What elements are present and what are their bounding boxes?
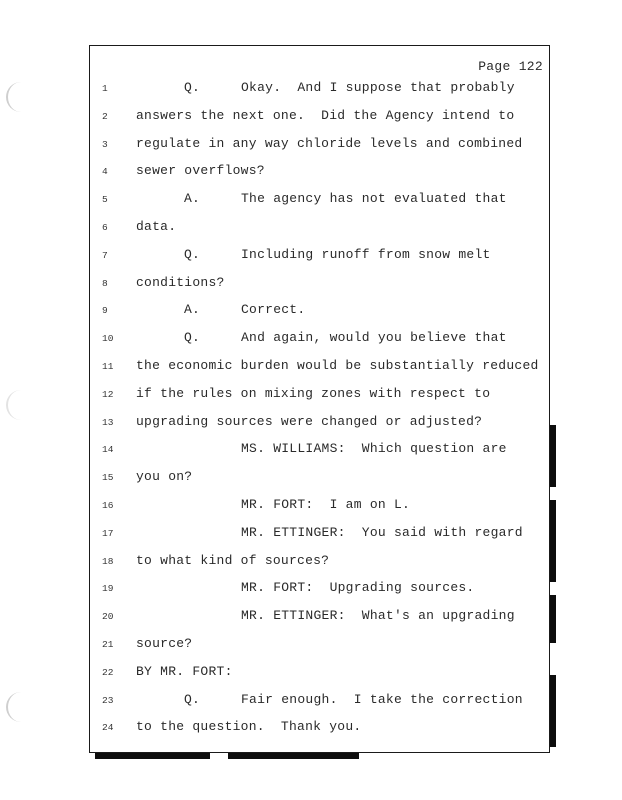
line-text: MS. WILLIAMS: Which question are [241, 441, 507, 457]
line-text: you on? [136, 469, 193, 485]
transcript-line [0, 108, 622, 128]
line-text: sewer overflows? [136, 163, 265, 179]
line-text: to the question. Thank you. [136, 719, 362, 735]
transcript-line [0, 302, 622, 322]
line-text: MR. ETTINGER: You said with regard [241, 524, 523, 540]
transcript-line [0, 136, 622, 156]
scan-bar-right-3 [550, 595, 556, 643]
transcript-line [0, 80, 622, 100]
transcript-line [0, 441, 622, 461]
line-number: 10 [102, 333, 114, 345]
line-number: 2 [102, 110, 108, 122]
transcript-line [0, 664, 622, 684]
transcript-line [0, 275, 622, 295]
line-number: 13 [102, 416, 114, 428]
transcript-line [0, 247, 622, 267]
transcript-line [0, 469, 622, 489]
line-number: 17 [102, 527, 114, 539]
line-number: 15 [102, 472, 114, 484]
line-text: regulate in any way chloride levels and combined [136, 135, 523, 151]
line-number: 16 [102, 500, 114, 511]
transcript-line [0, 191, 622, 211]
line-text: Including runoff from snow melt [241, 246, 491, 262]
line-number: 9 [102, 305, 108, 317]
speaker-marker: Q. [184, 80, 201, 95]
speaker-marker: A. [184, 302, 201, 318]
line-number: 21 [102, 639, 114, 650]
line-text: The agency has not evaluated that [241, 191, 507, 207]
line-text: to what kind of sources? [136, 552, 330, 568]
transcript-line [0, 386, 622, 406]
transcript-line [0, 414, 622, 434]
transcript-line [0, 358, 622, 378]
line-text: And again, would you believe that [241, 330, 507, 346]
line-number: 23 [102, 694, 114, 706]
line-number: 11 [102, 361, 114, 372]
line-text: answers the next one. Did the Agency intend to [136, 107, 515, 123]
transcript-line [0, 330, 622, 350]
line-text: upgrading sources were changed or adjusted? [136, 413, 483, 429]
line-text: conditions? [136, 274, 225, 290]
line-number: 19 [102, 583, 114, 595]
line-text: Fair enough. I take the correction [241, 691, 523, 707]
line-text: data. [136, 219, 177, 234]
line-number: 24 [102, 722, 114, 734]
speaker-marker: A. [184, 191, 201, 207]
line-number: 8 [102, 277, 108, 289]
line-number: 4 [102, 166, 108, 178]
scan-bar-bottom-1 [95, 753, 210, 759]
line-text: the economic burden would be substantially reduced [136, 358, 539, 373]
line-text: MR. FORT: Upgrading sources. [241, 580, 475, 596]
line-number: 3 [102, 138, 108, 150]
transcript-line [0, 636, 622, 656]
line-number: 12 [102, 388, 114, 400]
speaker-marker: Q. [184, 691, 201, 707]
line-number: 22 [102, 666, 114, 678]
line-number: 5 [102, 194, 108, 206]
transcript-line [0, 580, 622, 600]
line-text: BY MR. FORT: [136, 663, 233, 679]
scan-bar-right-2 [550, 500, 556, 582]
line-number: 18 [102, 555, 114, 567]
scan-bar-right-4 [550, 675, 556, 747]
transcript-line [0, 497, 622, 517]
line-number: 6 [102, 222, 108, 233]
line-number: 14 [102, 444, 114, 456]
line-number: 1 [102, 83, 108, 94]
line-number: 20 [102, 611, 114, 623]
page-number: Page 122 [478, 59, 543, 74]
scan-bar-bottom-2 [228, 753, 359, 759]
line-text: source? [136, 636, 193, 651]
line-number: 7 [102, 249, 108, 261]
speaker-marker: Q. [184, 330, 201, 346]
line-text: MR. FORT: I am on L. [241, 497, 411, 512]
transcript-line [0, 525, 622, 545]
transcript-line [0, 692, 622, 712]
transcript-line [0, 219, 622, 239]
transcript-line [0, 608, 622, 628]
line-text: Okay. And I suppose that probably [241, 80, 515, 95]
line-text: MR. ETTINGER: What's an upgrading [241, 608, 515, 624]
speaker-marker: Q. [184, 246, 201, 262]
line-text: Correct. [241, 302, 306, 318]
transcript-line [0, 553, 622, 573]
scan-bar-right-1 [550, 425, 556, 487]
transcript-line [0, 719, 622, 739]
transcript-line [0, 163, 622, 183]
line-text: if the rules on mixing zones with respect to [136, 385, 491, 401]
